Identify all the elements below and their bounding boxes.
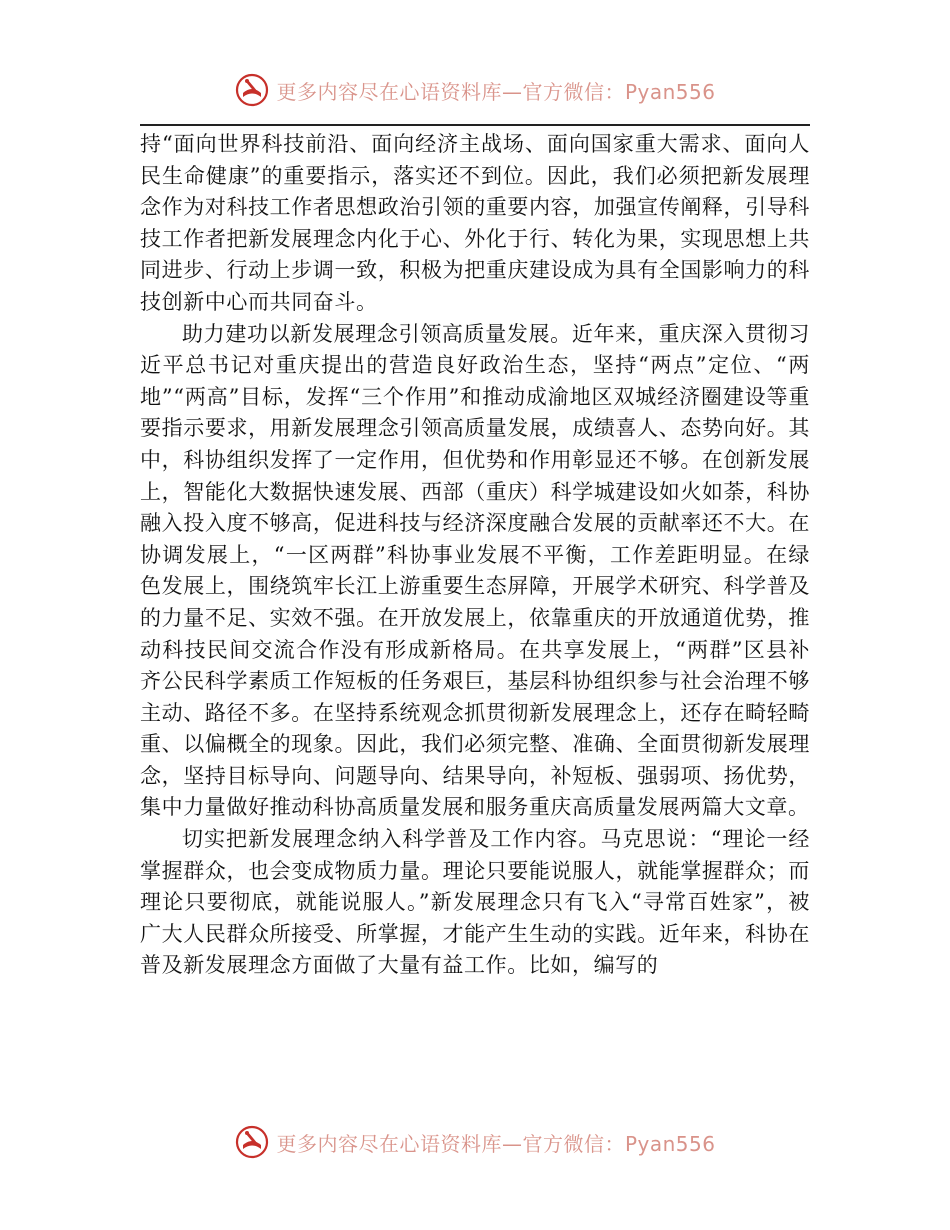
footer-text: 更多内容尽在心语资料库—官方微信：Pyan556 xyxy=(276,1131,716,1156)
red-book-pen-icon xyxy=(234,1124,270,1160)
paragraph-3: 切实把新发展理念纳入科学普及工作内容。马克思说：“理论一经掌握群众，也会变成物质力量。理论只要能说服人，就能掌握群众；而理论只要彻底，就能说服人。”新发展理念只有飞入“寻常百姓家”，被广大人民群众所接受、所掌握，才能产生生动的实践。近年来，科协在普及新发展理念方面做了大量有益工作。比如，编写的 xyxy=(140,827,810,978)
footer-banner xyxy=(0,1122,950,1162)
header-divider xyxy=(140,124,810,126)
paragraph-2: 助力建功以新发展理念引领高质量发展。近年来，重庆深入贯彻习近平总书记对重庆提出的营造良好政治生态，坚持“两点”定位、“两地”“两高”目标，发挥“三个作用”和推动成渝地区双城经济圈建设等重要指示要求，用新发展理念引领高质量发展，成绩喜人、态势向好。其中，科协组织发挥了一定作用，但优势和作用彰显还不够。在创新发展上，智能化大数据快速发展、西部（重庆）科学城建设如火如荼，科协融入投入度不够高，促进科技与经济深度融合发展的贡献率还不大。在协调发展上，“一区两群”科协事业发展不平衡，工作差距明显。在绿色发展上，围绕筑牢长江上游重要生态屏障，开展学术研究、科学普及的力量不足、实效不强。在开放发展上，依靠重庆的开放通道优势，推动科技民间交流合作没有形成新格局。在共享发展上，“两群”区县补齐公民科学素质工作短板的任务艰巨，基层科协组织参与社会治理不够主动、路径不多。在坚持系统观念抓贯彻新发展理念上，还存在畸轻畸重、以偏概全的现象。因此，我们必须完整、准确、全面贯彻新发展理念，坚持目标导向、问题导向、结果导向，补短板、强弱项、扬优势，集中力量做好推动科协高质量发展和服务重庆高质量发展两篇大文章。 xyxy=(140,321,810,820)
header-text: 更多内容尽在心语资料库—官方微信：Pyan556 xyxy=(276,79,716,104)
red-book-pen-icon xyxy=(234,72,270,108)
header-banner xyxy=(0,70,950,110)
paragraph-1: 持“面向世界科技前沿、面向经济主战场、面向国家重大需求、面向人民生命健康”的重要指示，落实还不到位。因此，我们必须把新发展理念作为对科技工作者思想政治引领的重要内容，加强宣传阐释，引导科技工作者把新发展理念内化于心、外化于行、转化为果，实现思想上共同进步、行动上步调一致，积极为把重庆建设成为具有全国影响力的科技创新中心而共同奋斗。 xyxy=(140,132,810,314)
document-body xyxy=(140,129,810,982)
